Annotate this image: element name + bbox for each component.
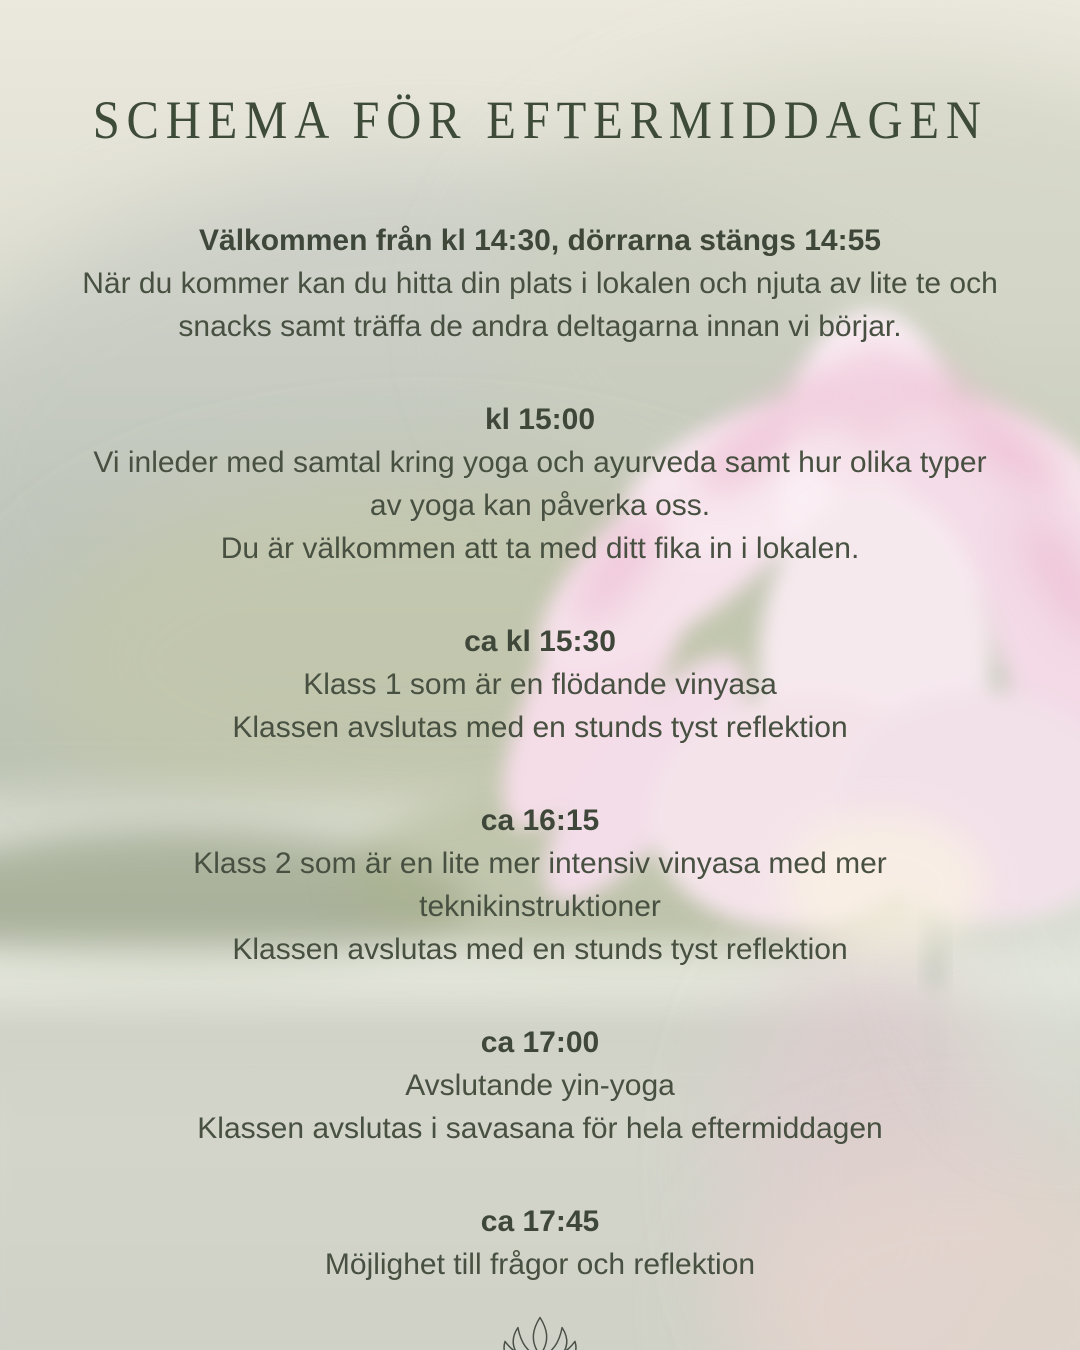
section-text: Möjlighet till frågor och reflektion [324,1247,756,1281]
section-time-heading: ca 17:00 [480,1025,600,1059]
section-text: Klassen avslutas med en stunds tyst reflektion [232,710,848,744]
schedule-section-1530 [75,620,1005,749]
schedule-section-welcome [75,219,1005,348]
section-time-heading: Välkommen från kl 14:30, dörrarna stängs 14:55 [199,223,881,257]
section-text: Klassen avslutas i savasana för hela eftermiddagen [197,1111,883,1145]
lotus-icon [494,1312,586,1350]
section-time-heading: ca 17:45 [480,1204,600,1238]
schedule-section-1700 [75,1021,1005,1150]
section-text: Klass 1 som är en flödande vinyasa [303,667,777,701]
schedule-section-1745 [75,1200,1005,1286]
section-text: Vi inleder med samtal kring yoga och ayurveda samt hur olika typer av yoga kan påverka oss. [93,445,987,522]
section-time-heading: kl 15:00 [484,402,596,436]
section-text: När du kommer kan du hitta din plats i lokalen och njuta av lite te och snacks samt träffa de andra deltagarna innan vi börjar. [82,266,998,343]
page-title: SCHEMA FÖR EFTERMIDDAGEN [92,90,988,150]
schedule-section-1500 [75,398,1005,570]
section-text: Avslutande yin-yoga [405,1068,675,1102]
section-text: Klassen avslutas med en stunds tyst reflektion [232,932,848,966]
section-time-heading: ca kl 15:30 [464,624,616,658]
schedule-section-1615 [75,799,1005,971]
section-text: Du är välkommen att ta med ditt fika in i lokalen. [220,531,860,565]
schedule-sections [75,219,1005,1286]
section-time-heading: ca 16:15 [480,803,600,837]
section-text: Klass 2 som är en lite mer intensiv vinyasa med mer teknikinstruktioner [193,846,887,923]
